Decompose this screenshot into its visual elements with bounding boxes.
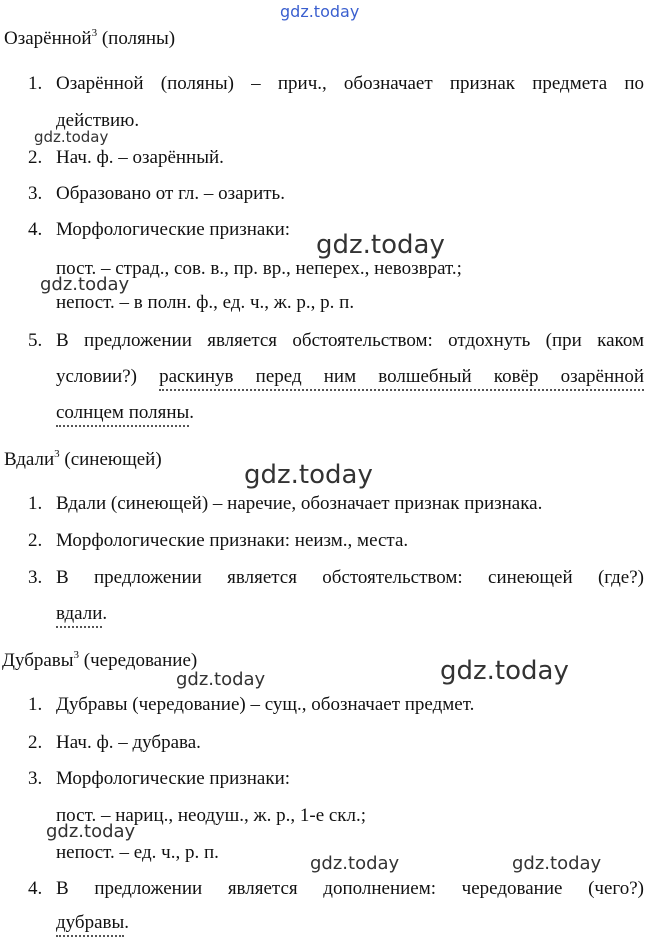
heading-word: Вдали: [4, 449, 55, 470]
list-number: 1.: [28, 694, 43, 715]
list-number: 4.: [28, 219, 43, 240]
watermark: gdz.today: [46, 821, 136, 842]
list-item-text: Нач. ф. – озарённый.: [56, 147, 224, 168]
heading-context: (поляны): [97, 28, 176, 49]
heading-context: (синеющей): [59, 449, 162, 470]
heading-context: (чередование): [79, 650, 198, 671]
list-number: 5.: [28, 330, 43, 351]
dotted-underline-phrase: раскинув перед ним волшебный ковёр озарённой: [159, 366, 644, 391]
watermark: gdz.today: [40, 274, 130, 295]
footnote-marker: 3: [73, 649, 80, 661]
list-item-text: В предложении является обстоятельством: синеющей (где?): [56, 567, 644, 588]
list-number: 3.: [28, 567, 43, 588]
dotted-underline-phrase: вдали: [56, 603, 102, 628]
list-number: 3.: [28, 768, 43, 789]
list-item-text: Нач. ф. – дубрава.: [56, 732, 201, 753]
footnote-marker: 3: [91, 27, 98, 39]
constant-features: пост. – страд., сов. в., пр. вр., неперех., невозврат.;: [56, 258, 462, 279]
section-heading-ozarennoy: [4, 28, 175, 50]
list-item-continuation: дубравы.: [56, 912, 129, 934]
nonconstant-features: непост. – ед. ч., р. п.: [56, 842, 219, 863]
list-number: 2.: [28, 147, 43, 168]
watermark: gdz.today: [440, 656, 569, 686]
constant-features: пост. – нариц., неодуш., ж. р., 1-е скл.;: [56, 805, 367, 826]
heading-word: Озарённой: [4, 28, 92, 49]
watermark: gdz.today: [176, 669, 266, 690]
heading-word: Дубравы: [2, 650, 74, 671]
list-item-text: Образовано от гл. – озарить.: [56, 183, 285, 204]
list-number: 3.: [28, 183, 43, 204]
list-item-text: Озарённой (поляны) – прич., обозначает признак предмета по: [56, 73, 644, 94]
dotted-underline-phrase: дубравы: [56, 912, 124, 937]
list-number: 1.: [28, 493, 43, 514]
watermark: gdz.today: [244, 460, 373, 490]
list-item-text: В предложении является обстоятельством: отдохнуть (при каком: [56, 330, 644, 351]
list-item-continuation: вдали.: [56, 603, 107, 625]
list-number: 1.: [28, 73, 43, 94]
footnote-marker: 3: [54, 448, 60, 460]
plain-text: условии?): [56, 366, 160, 387]
list-item-text: Морфологические признаки:: [56, 768, 291, 789]
watermark: gdz.today: [512, 853, 602, 874]
dotted-underline-phrase: солнцем поляны: [56, 402, 189, 427]
list-number: 2.: [28, 530, 43, 551]
list-item-continuation: [56, 366, 644, 388]
nonconstant-features: непост. – в полн. ф., ед. ч., ж. р., р. п.: [56, 292, 355, 313]
watermark: gdz.today: [316, 230, 445, 260]
section-heading-dubravy: [2, 650, 197, 672]
list-item-text: Дубравы (чередование) – сущ., обозначает предмет.: [56, 694, 475, 715]
list-item-text: Вдали (синеющей) – наречие, обозначает признак признака.: [56, 493, 543, 514]
list-item-text: Морфологические признаки:: [56, 219, 291, 240]
list-item-continuation: действию.: [56, 110, 140, 131]
list-item-continuation: солнцем поляны.: [56, 402, 194, 424]
list-number: 2.: [28, 732, 43, 753]
list-item-text: В предложении является дополнением: чередование (чего?): [56, 878, 644, 899]
watermark: gdz.today: [310, 853, 400, 874]
section-heading-vdali: [4, 449, 162, 471]
list-number: 4.: [28, 878, 43, 899]
watermark: gdz.today: [34, 128, 109, 146]
list-item-text: Морфологические признаки: неизм., места.: [56, 530, 409, 551]
watermark-top: gdz.today: [280, 2, 360, 21]
